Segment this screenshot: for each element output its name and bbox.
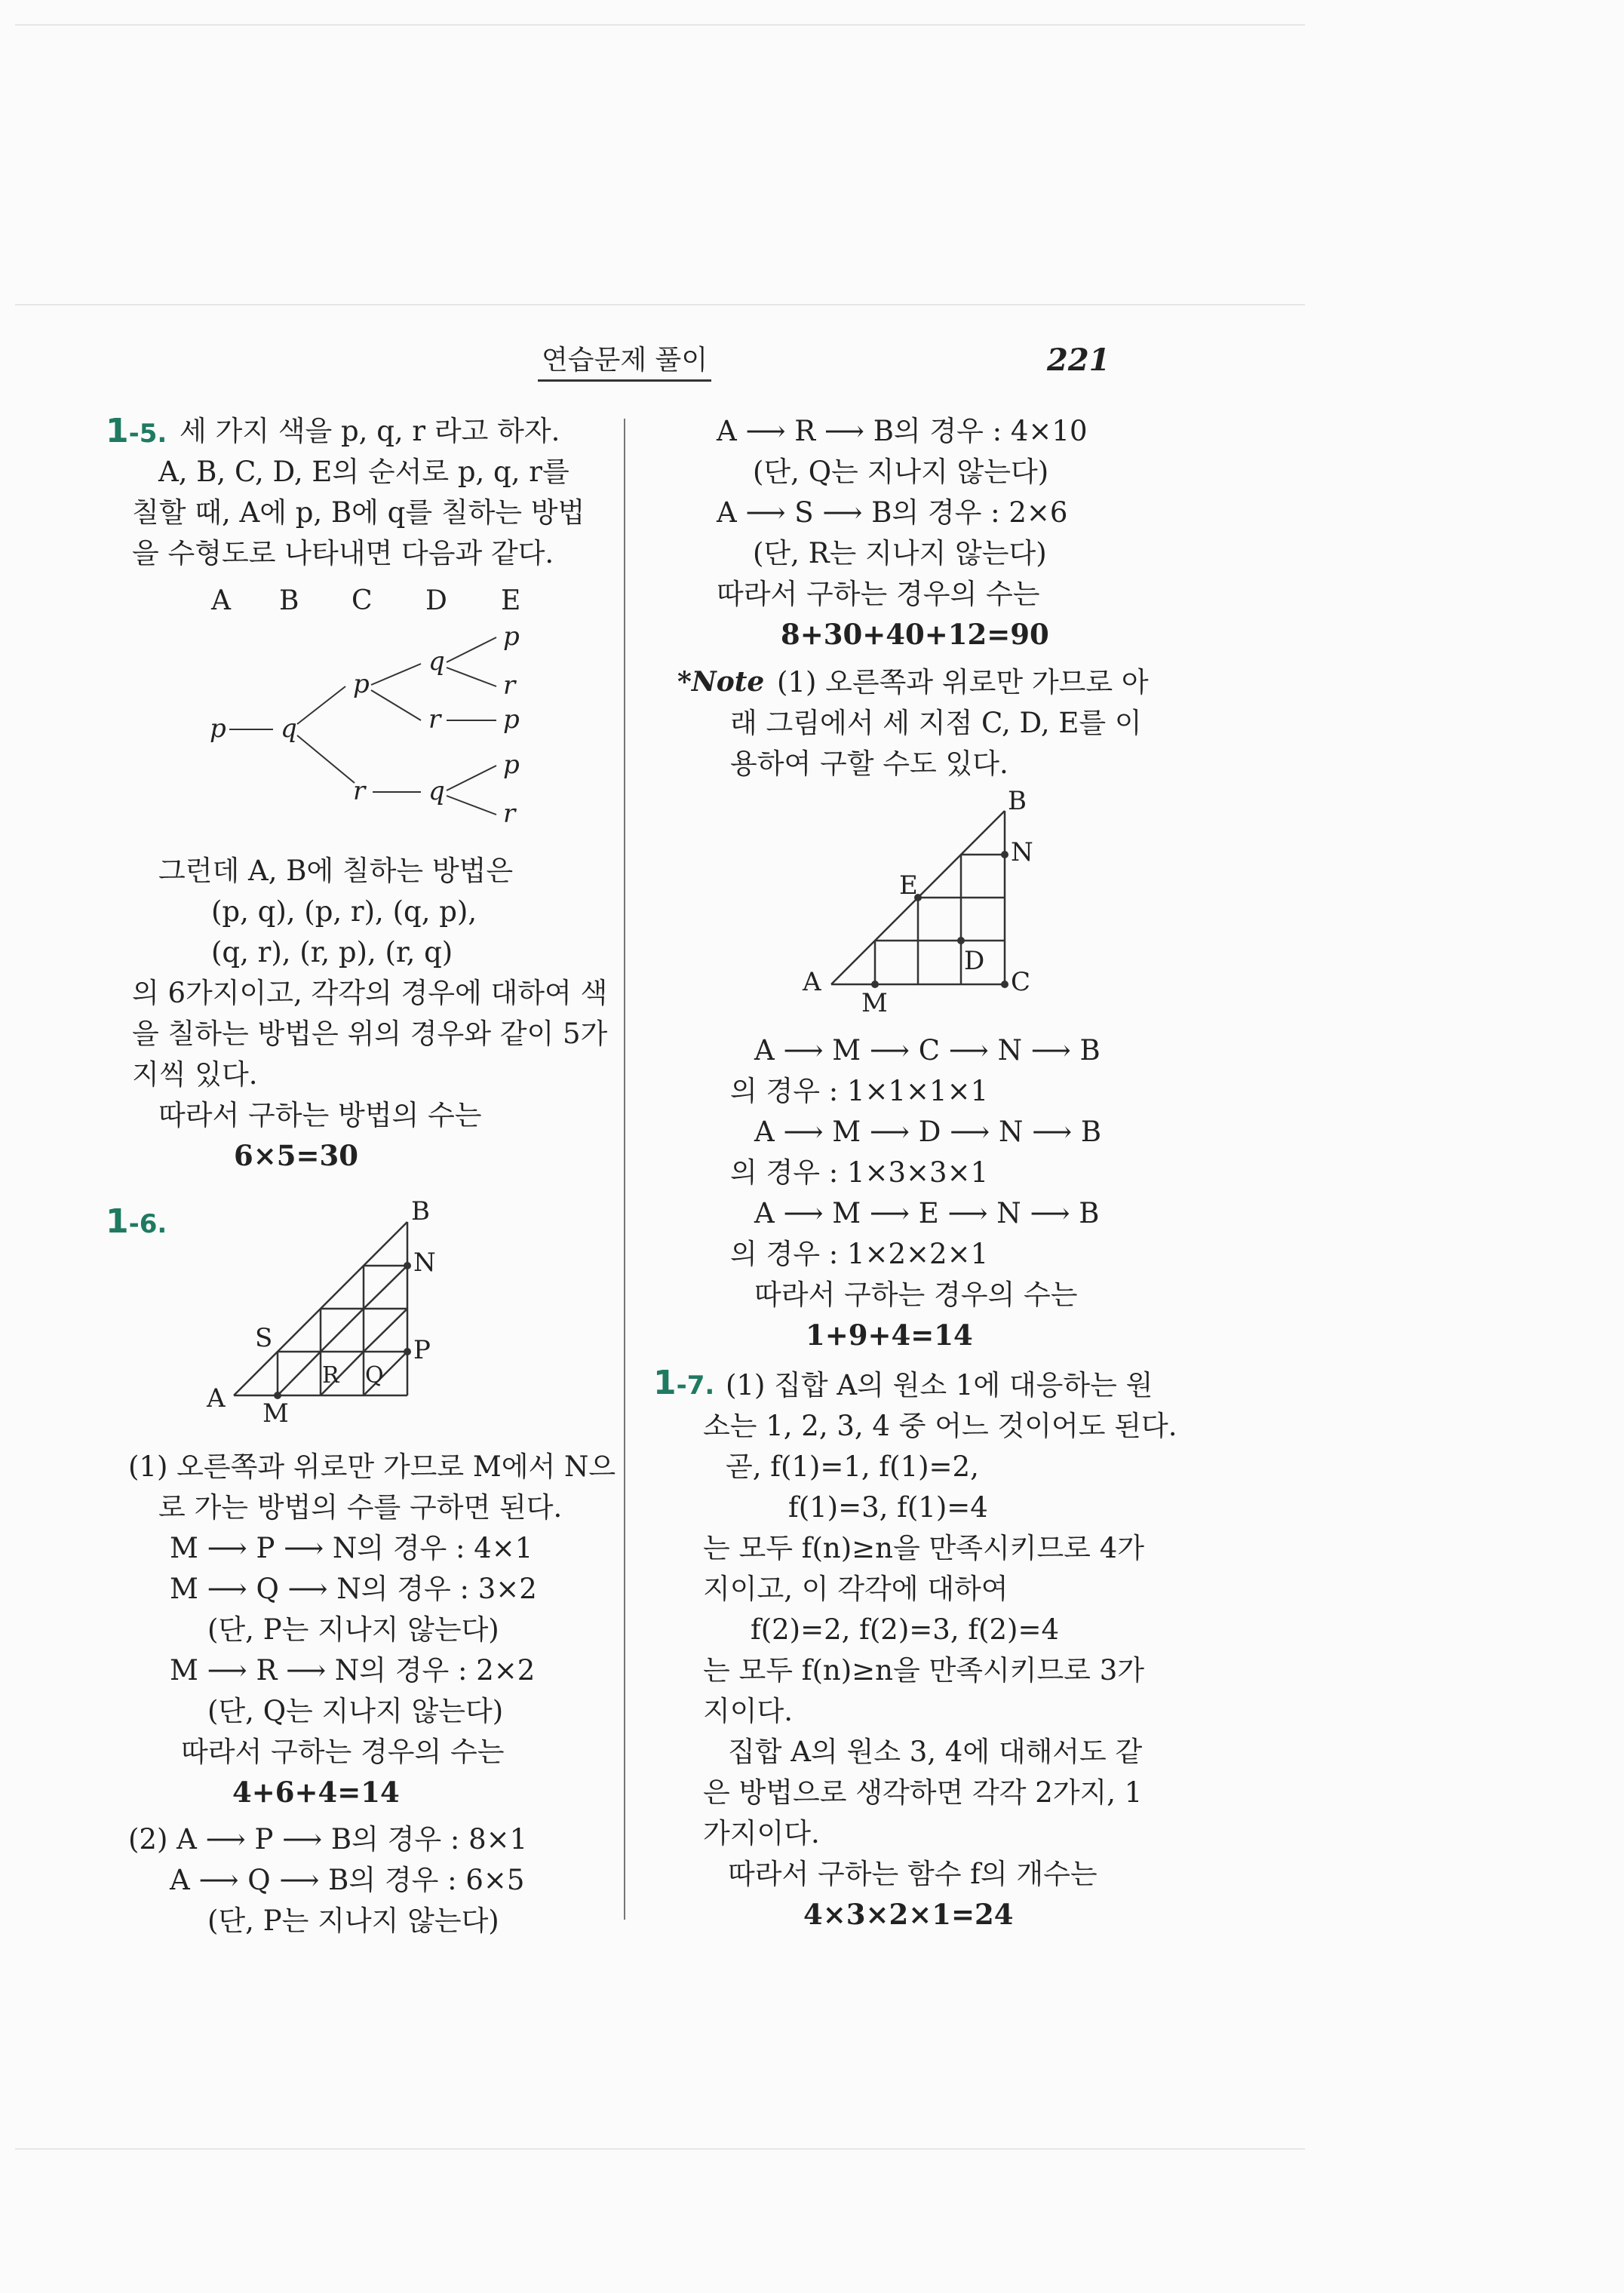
text-line: 래 그림에서 세 지점 C, D, E를 이 <box>730 707 1142 739</box>
text-line: M ⟶ P ⟶ N의 경우 : 4×1 <box>170 1532 533 1564</box>
page-number: 221 <box>1047 342 1110 378</box>
problem-number: 1-5. <box>106 412 167 450</box>
text-line: (단, R는 지나지 않는다) <box>753 537 1047 569</box>
text-line: 용하여 구할 수도 있다. <box>730 747 1008 780</box>
title-underline <box>538 379 711 382</box>
text-line: (단, P는 지나지 않는다) <box>207 1905 499 1937</box>
text-line: 가지이다. <box>703 1817 820 1849</box>
text-line: 을 수형도로 나타내면 다음과 같다. <box>132 537 554 569</box>
text-line: 의 경우 : 1×1×1×1 <box>730 1075 989 1107</box>
text-line: f(2)=2, f(2)=3, f(2)=4 <box>751 1613 1059 1646</box>
figure-label: R <box>322 1362 339 1389</box>
figure-label: S <box>255 1323 273 1353</box>
figure-label: A <box>803 967 821 997</box>
tree-node: r <box>503 671 516 701</box>
tree-node: p <box>503 622 520 652</box>
figure-label: A <box>207 1383 226 1414</box>
tree-header: E <box>501 585 521 616</box>
tree-header: A <box>211 585 231 616</box>
tree-node: p <box>503 750 520 780</box>
text-line: (단, Q는 지나지 않는다) <box>753 456 1049 488</box>
text-line: 지씩 있다. <box>132 1058 258 1091</box>
note-label: *Note <box>677 666 765 698</box>
text-line: 집합 A의 원소 3, 4에 대해서도 같 <box>728 1736 1143 1768</box>
answer: 6×5=30 <box>234 1139 358 1172</box>
answer: 8+30+40+12=90 <box>781 618 1049 651</box>
text-line: A ⟶ R ⟶ B의 경우 : 4×10 <box>717 415 1088 447</box>
text-line: 로 가는 방법의 수를 구하면 된다. <box>158 1491 563 1524</box>
page-title: 연습문제 풀이 <box>542 345 708 376</box>
figure-label: D <box>964 946 985 976</box>
text-line: A, B, C, D, E의 순서로 p, q, r를 <box>158 456 569 488</box>
tree-header: D <box>425 585 447 616</box>
tree-node: r <box>503 799 516 829</box>
text-line: 따라서 구하는 방법의 수는 <box>158 1099 482 1131</box>
text-line: 은 방법으로 생각하면 각각 2가지, 1 <box>703 1776 1143 1809</box>
page-top-edge <box>15 24 1305 26</box>
text-line: 의 경우 : 1×2×2×1 <box>730 1238 989 1270</box>
problem-number: 1-7. <box>653 1364 715 1402</box>
figure-label: M <box>861 988 888 1015</box>
text-line: (1) 집합 A의 원소 1에 대응하는 원 <box>726 1369 1153 1401</box>
text-line: 는 모두 f(n)≥n을 만족시키므로 3가 <box>703 1654 1144 1687</box>
page-top-rule <box>15 304 1305 305</box>
text-line: 의 경우 : 1×3×3×1 <box>730 1156 989 1189</box>
tree-node: p <box>210 714 226 744</box>
page-bottom-rule <box>15 2148 1305 2150</box>
text-line: 따라서 구하는 경우의 수는 <box>181 1736 505 1768</box>
tree-node: q <box>428 776 445 806</box>
column-divider <box>624 419 625 1920</box>
tree-node: p <box>353 669 370 699</box>
text-line: (2) A ⟶ P ⟶ B의 경우 : 8×1 <box>128 1823 528 1856</box>
tree-node: r <box>428 704 441 735</box>
tree-node: p <box>503 704 520 735</box>
figure-label: E <box>899 870 918 901</box>
figure-label: C <box>1011 967 1031 997</box>
text-line: 그런데 A, B에 칠하는 방법은 <box>158 855 514 887</box>
text-line: 소는 1, 2, 3, 4 중 어느 것이어도 된다. <box>703 1410 1177 1442</box>
figure-label: B <box>1008 788 1027 816</box>
figure-label: P <box>413 1335 431 1365</box>
figure-label: N <box>413 1248 436 1278</box>
figure-label: Q <box>365 1362 384 1389</box>
text-line: (단, P는 지나지 않는다) <box>207 1613 499 1646</box>
text-line: 을 칠하는 방법은 위의 경우와 같이 5가 <box>132 1018 608 1050</box>
answer: 4+6+4=14 <box>232 1776 400 1809</box>
text-line: 칠할 때, A에 p, B에 q를 칠하는 방법 <box>132 496 585 529</box>
answer: 4×3×2×1=24 <box>803 1898 1014 1931</box>
figure-label: N <box>1011 837 1033 867</box>
text-line: (1) 오른쪽과 위로만 가므로 M에서 N으 <box>128 1450 616 1483</box>
text-line: (단, Q는 지나지 않는다) <box>207 1695 504 1727</box>
grid-figure-note <box>800 788 1056 1015</box>
text-line: A ⟶ M ⟶ D ⟶ N ⟶ B <box>754 1116 1102 1148</box>
text-line: 의 6가지이고, 각각의 경우에 대하여 색 <box>132 977 608 1009</box>
text-line: M ⟶ Q ⟶ N의 경우 : 3×2 <box>170 1573 537 1605</box>
text-line: (p, q), (p, r), (q, p), <box>211 895 477 928</box>
tree-header: C <box>352 585 373 616</box>
text-line: A ⟶ Q ⟶ B의 경우 : 6×5 <box>170 1864 525 1896</box>
text-line: 따라서 구하는 경우의 수는 <box>717 578 1040 610</box>
figure-label: B <box>411 1196 430 1226</box>
text-line: 따라서 구하는 함수 f의 개수는 <box>728 1858 1098 1890</box>
figure-label: M <box>262 1398 289 1422</box>
grid-figure-1-6 <box>196 1196 483 1422</box>
text-line: f(1)=3, f(1)=4 <box>788 1491 988 1524</box>
text-line: 곧, f(1)=1, f(1)=2, <box>726 1450 979 1483</box>
tree-node: r <box>353 776 366 806</box>
answer: 1+9+4=14 <box>806 1318 973 1352</box>
tree-header: B <box>279 585 299 616</box>
text-line: 는 모두 f(n)≥n을 만족시키므로 4가 <box>703 1532 1144 1564</box>
problem-number: 1-6. <box>106 1202 167 1241</box>
text-line: (q, r), (r, p), (r, q) <box>211 936 453 968</box>
text-line: 따라서 구하는 경우의 수는 <box>754 1278 1078 1311</box>
text-line: 세 가지 색을 p, q, r 라고 하자. <box>180 415 560 447</box>
text-line: A ⟶ M ⟶ E ⟶ N ⟶ B <box>754 1197 1100 1229</box>
text-line: A ⟶ S ⟶ B의 경우 : 2×6 <box>717 496 1068 529</box>
text-line: (1) 오른쪽과 위로만 가므로 아 <box>777 666 1149 698</box>
text-line: A ⟶ M ⟶ C ⟶ N ⟶ B <box>754 1034 1101 1067</box>
text-line: M ⟶ R ⟶ N의 경우 : 2×2 <box>170 1654 536 1687</box>
tree-node: q <box>281 714 297 744</box>
text-line: 지이다. <box>703 1695 793 1727</box>
text-line: 지이고, 이 각각에 대하여 <box>703 1573 1008 1605</box>
tree-diagram <box>204 581 558 837</box>
tree-node: q <box>428 646 445 677</box>
